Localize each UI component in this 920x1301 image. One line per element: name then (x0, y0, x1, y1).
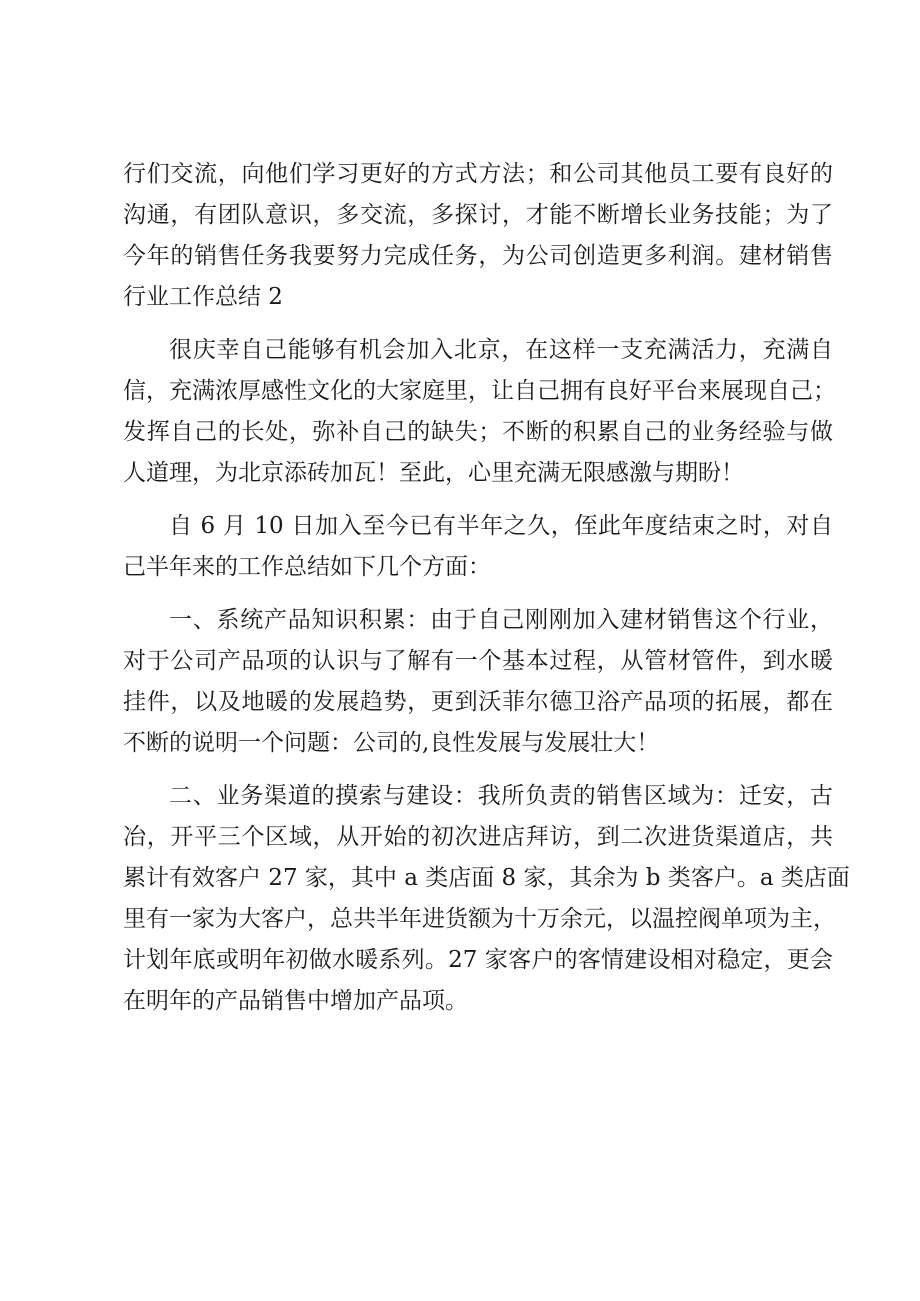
paragraph-gap (123, 764, 833, 776)
paragraph (123, 506, 833, 588)
text-line: 不断的说明一个问题：公司的,良性发展与发展壮大！ (123, 730, 660, 756)
text-line: 很庆幸自己能够有机会加入北京，在这样一支充满活力，充满自 (169, 337, 833, 363)
text-line: 人道理，为北京添砖加瓦！至此，心里充满无限感激与期盼！ (123, 460, 744, 486)
text-line: 今年的销售任务我要努力完成任务，为公司创造更多利润。建材销售 (123, 243, 833, 269)
text-line: 在明年的产品销售中增加产品项。 (123, 988, 468, 1014)
text-line: 己半年来的工作总结如下几个方面： (123, 554, 491, 580)
paragraph-gap (123, 494, 833, 506)
text-line: 冶，开平三个区域，从开始的初次进店拜访，到二次进货渠道店，共 (123, 824, 833, 850)
paragraph (123, 776, 850, 1022)
text-line: 计划年底或明年初做水暖系列。27 家客户的客情建设相对稳定，更会 (123, 947, 833, 973)
text-line: 一、系统产品知识积累：由于自己刚刚加入建材销售这个行业， (169, 607, 833, 633)
text-line: 发挥自己的长处，弥补自己的缺失；不断的积累自己的业务经验与做 (123, 419, 833, 445)
paragraph (123, 330, 836, 494)
text-line: 行们交流，向他们学习更好的方式方法；和公司其他员工要有良好的 (123, 161, 833, 187)
paragraph-gap (123, 318, 833, 330)
text-line: 二、业务渠道的摸索与建设：我所负责的销售区域为：迁安，古 (169, 783, 833, 809)
text-line: 自 6 月 10 日加入至今已有半年之久，侄此年度结束之时，对自 (169, 513, 833, 539)
text-line: 信，充满浓厚感性文化的大家庭里，让自己拥有良好平台来展现自己； (123, 378, 836, 404)
text-line: 行业工作总结 2 (123, 284, 283, 310)
text-line: 挂件，以及地暖的发展趋势，更到沃菲尔德卫浴产品项的拓展，都在 (123, 689, 833, 715)
paragraph-gap (123, 588, 833, 600)
document-body (123, 154, 850, 1022)
text-line: 沟通，有团队意识，多交流，多探讨，才能不断增长业务技能；为了 (123, 202, 833, 228)
text-line: 对于公司产品项的认识与了解有一个基本过程，从管材管件，到水暖 (123, 648, 833, 674)
paragraph (123, 154, 833, 318)
text-line: 里有一家为大客户，总共半年进货额为十万余元，以温控阀单项为主， (123, 906, 836, 932)
text-line: 累计有效客户 27 家，其中 a 类店面 8 家，其余为 b 类客户。a 类店面 (123, 865, 850, 891)
paragraph (123, 600, 833, 764)
